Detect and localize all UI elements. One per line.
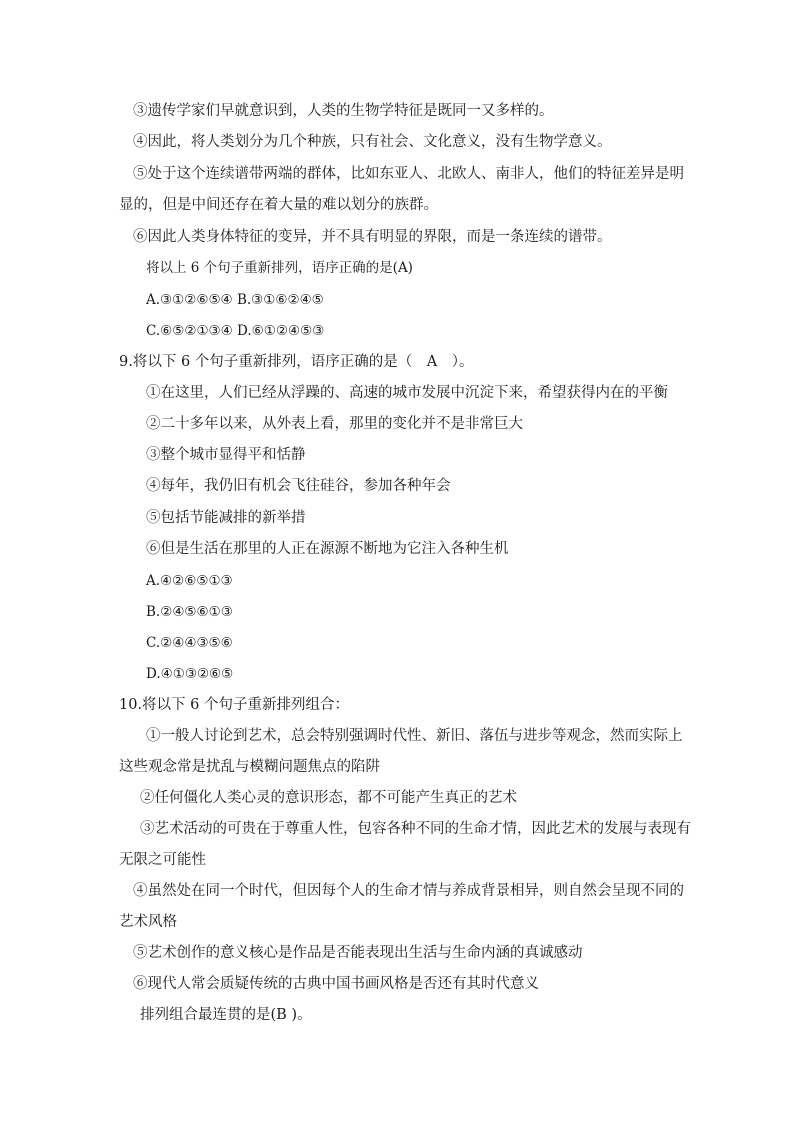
q9-option-d: D.④①③②⑥⑤ [146,666,234,682]
q10-sentence-6: ⑥现代人常会质疑传统的古典中国书画风格是否还有其时代意义 [133,976,539,992]
sentence-4: ④因此，将人类划分为几个种族，只有社会、文化意义，没有生物学意义。 [133,134,612,150]
q9-sentence-3: ③整个城市显得平和恬静 [146,447,306,463]
q9-option-a: A.④②⑥⑤①③ [146,573,233,589]
sentence-3: ③遗传学家们早就意识到，人类的生物学特征是既同一又多样的。 [133,103,554,119]
q10-sentence-2: ②任何僵化人类心灵的意识形态，都不可能产生真正的艺术 [140,790,517,806]
q10-sentence-1-line2: 这些观念常是扰乱与模糊问题焦点的陷阱 [119,759,380,775]
question-8-options-cd: C.⑥⑤②①③④ D.⑥①②④⑤③ [146,323,325,339]
q10-sentence-3-line2: 无限之可能性 [119,852,206,868]
sentence-5-line2: 显的，但是中间还存在着大量的难以划分的族群。 [119,197,438,213]
q10-sentence-3-line1: ③艺术活动的可贵在于尊重人性，包容各种不同的生命才情，因此艺术的发展与表现有 [140,821,691,837]
sentence-5-line1: ⑤处于这个连续谱带两端的群体，比如东亚人、北欧人、南非人，他们的特征差异是明 [133,166,684,182]
q10-sentence-4-line1: ④虽然处在同一个时代，但因每个人的生命才情与养成背景相异，则自然会呈现不同的 [133,883,684,899]
q9-option-c: C.②④④③⑤⑥ [146,635,233,651]
q10-sentence-5: ⑤艺术创作的意义核心是作品是否能表现出生活与生命内涵的真诚感动 [133,945,583,961]
q9-sentence-4: ④每年，我仍旧有机会飞往硅谷，参加各种年会 [146,478,451,494]
q9-sentence-1: ①在这里，人们已经从浮躁的、高速的城市发展中沉淀下来，希望获得内在的平衡 [146,385,668,401]
q9-sentence-2: ②二十多年以来，从外表上看，那里的变化并不是非常巨大 [146,416,523,432]
sentence-6: ⑥因此人类身体特征的变异，并不具有明显的界限，而是一条连续的谱带。 [133,229,612,245]
question-8-options-ab: A.③①②⑥⑤④ B.③①⑥②④⑤ [146,292,324,308]
question-10-answer-prompt: 排列组合最连贯的是(B )。 [140,1007,312,1023]
q10-sentence-4-line2: 艺术风格 [119,914,177,930]
q9-sentence-5: ⑤包括节能减排的新举措 [146,510,306,526]
question-8-stem: 将以上 6 个句子重新排列，语序正确的是(A) [146,260,413,276]
question-9-stem: 9.将以下 6 个句子重新排列，语序正确的是（ A ）。 [119,354,474,370]
question-10-stem: 10.将以下 6 个句子重新排列组合： [119,697,350,713]
q9-option-b: B.②④⑤⑥①③ [146,604,233,620]
q9-sentence-6: ⑥但是生活在那里的人正在源源不断地为它注入各种生机 [146,541,509,557]
q10-sentence-1-line1: ①一般人讨论到艺术，总会特别强调时代性、新旧、落伍与进步等观念，然而实际上 [146,728,683,744]
